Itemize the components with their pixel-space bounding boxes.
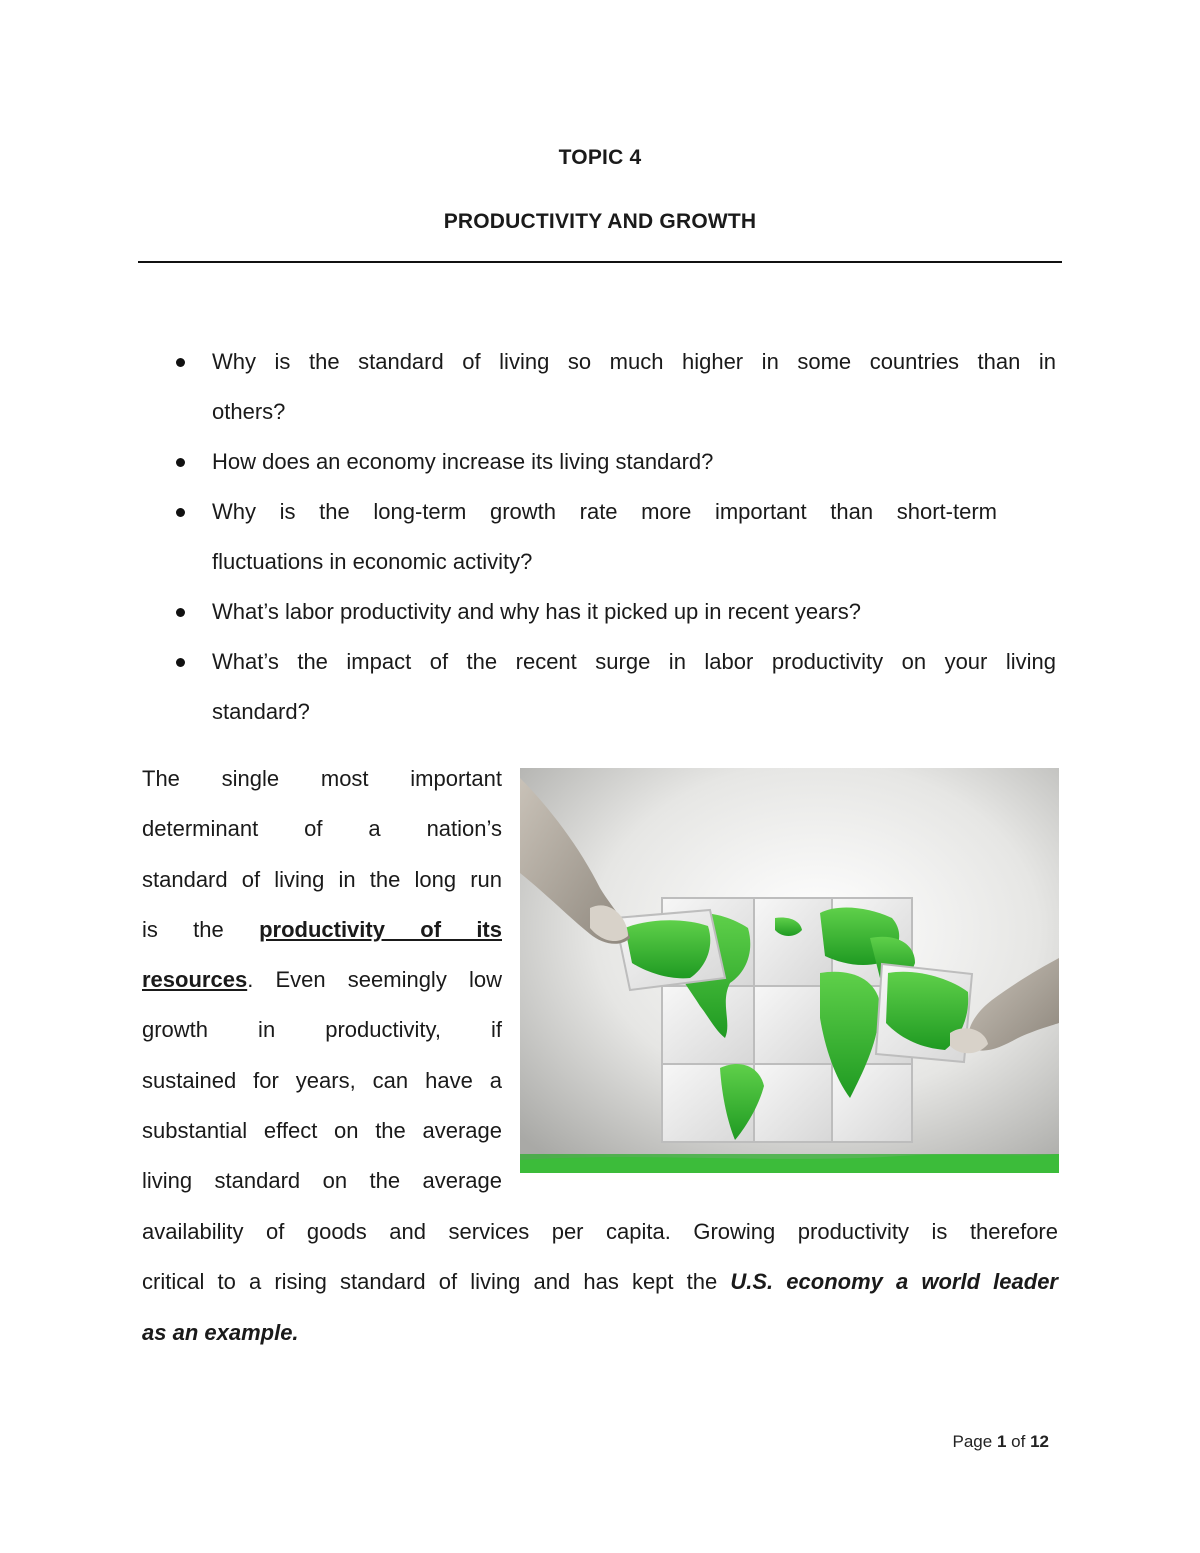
paragraph-line [142, 905, 502, 955]
paragraph-text: . Even seemingly low [247, 967, 502, 993]
of-label: of [1011, 1432, 1026, 1451]
page-footer [953, 1432, 1049, 1452]
page-title: PRODUCTIVITY AND GROWTH [443, 210, 757, 233]
key-term: resources [142, 967, 248, 993]
paragraph-line: substantial effect on the average [142, 1118, 502, 1144]
paragraph-text: critical to a rising standard of living and has kept the [142, 1269, 731, 1295]
emphasis-text: as an example. [142, 1319, 299, 1345]
list-item-text: fluctuations in economic activity? [212, 549, 533, 574]
paragraph-line: living standard on the average [142, 1168, 502, 1194]
paragraph-line: availability of goods and services per capita. Growing productivity is therefore [142, 1219, 1058, 1244]
paragraph-line [142, 955, 502, 1005]
question-list [138, 337, 1056, 737]
list-item-text: How does an economy increase its living standard? [212, 449, 714, 474]
paragraph-line [142, 1257, 1058, 1307]
key-term: productivity of its [259, 916, 502, 942]
list-item-text: What’s labor productivity and why has it picked up in recent years? [212, 599, 861, 624]
bullet-icon [176, 508, 185, 517]
world-puzzle-image [520, 768, 1059, 1173]
paragraph-line: determinant of a nation’s [142, 816, 502, 842]
paragraph-line: growth in productivity, if [142, 1017, 502, 1043]
list-item [138, 437, 1056, 487]
paragraph-text: is the [142, 916, 260, 942]
emphasis-text: U.S. economy a world leader [730, 1269, 1058, 1295]
page-label: Page [952, 1432, 993, 1451]
world-map-puzzle-cube-icon [520, 768, 1059, 1173]
list-item [138, 637, 1056, 737]
paragraph-line [142, 1308, 1058, 1358]
body-paragraph-continued [142, 1207, 1058, 1358]
paragraph-line: sustained for years, can have a [142, 1067, 502, 1093]
list-item [138, 587, 1056, 637]
paragraph-line: The single most important [142, 766, 502, 791]
paragraph-line: standard of living in the long run [142, 866, 502, 892]
list-item-text: others? [212, 399, 286, 424]
bullet-icon [176, 608, 185, 617]
topic-heading: TOPIC 4 [558, 146, 642, 169]
list-item-text: What’s the impact of the recent surge in labor productivity on your living [212, 649, 1056, 674]
list-item [138, 487, 1056, 587]
bullet-icon [176, 358, 185, 367]
title-divider [138, 261, 1062, 263]
list-item-text: Why is the long-term growth rate more important than short-term [212, 499, 997, 524]
bullet-icon [176, 658, 185, 667]
page-number: 1 [996, 1432, 1007, 1451]
bullet-icon [176, 458, 185, 467]
list-item-text: standard? [212, 699, 310, 724]
page-total: 12 [1030, 1432, 1049, 1451]
body-paragraph [142, 754, 502, 1207]
list-item-text: Why is the standard of living so much higher in some countries than in [212, 349, 1056, 374]
list-item [138, 337, 1056, 437]
